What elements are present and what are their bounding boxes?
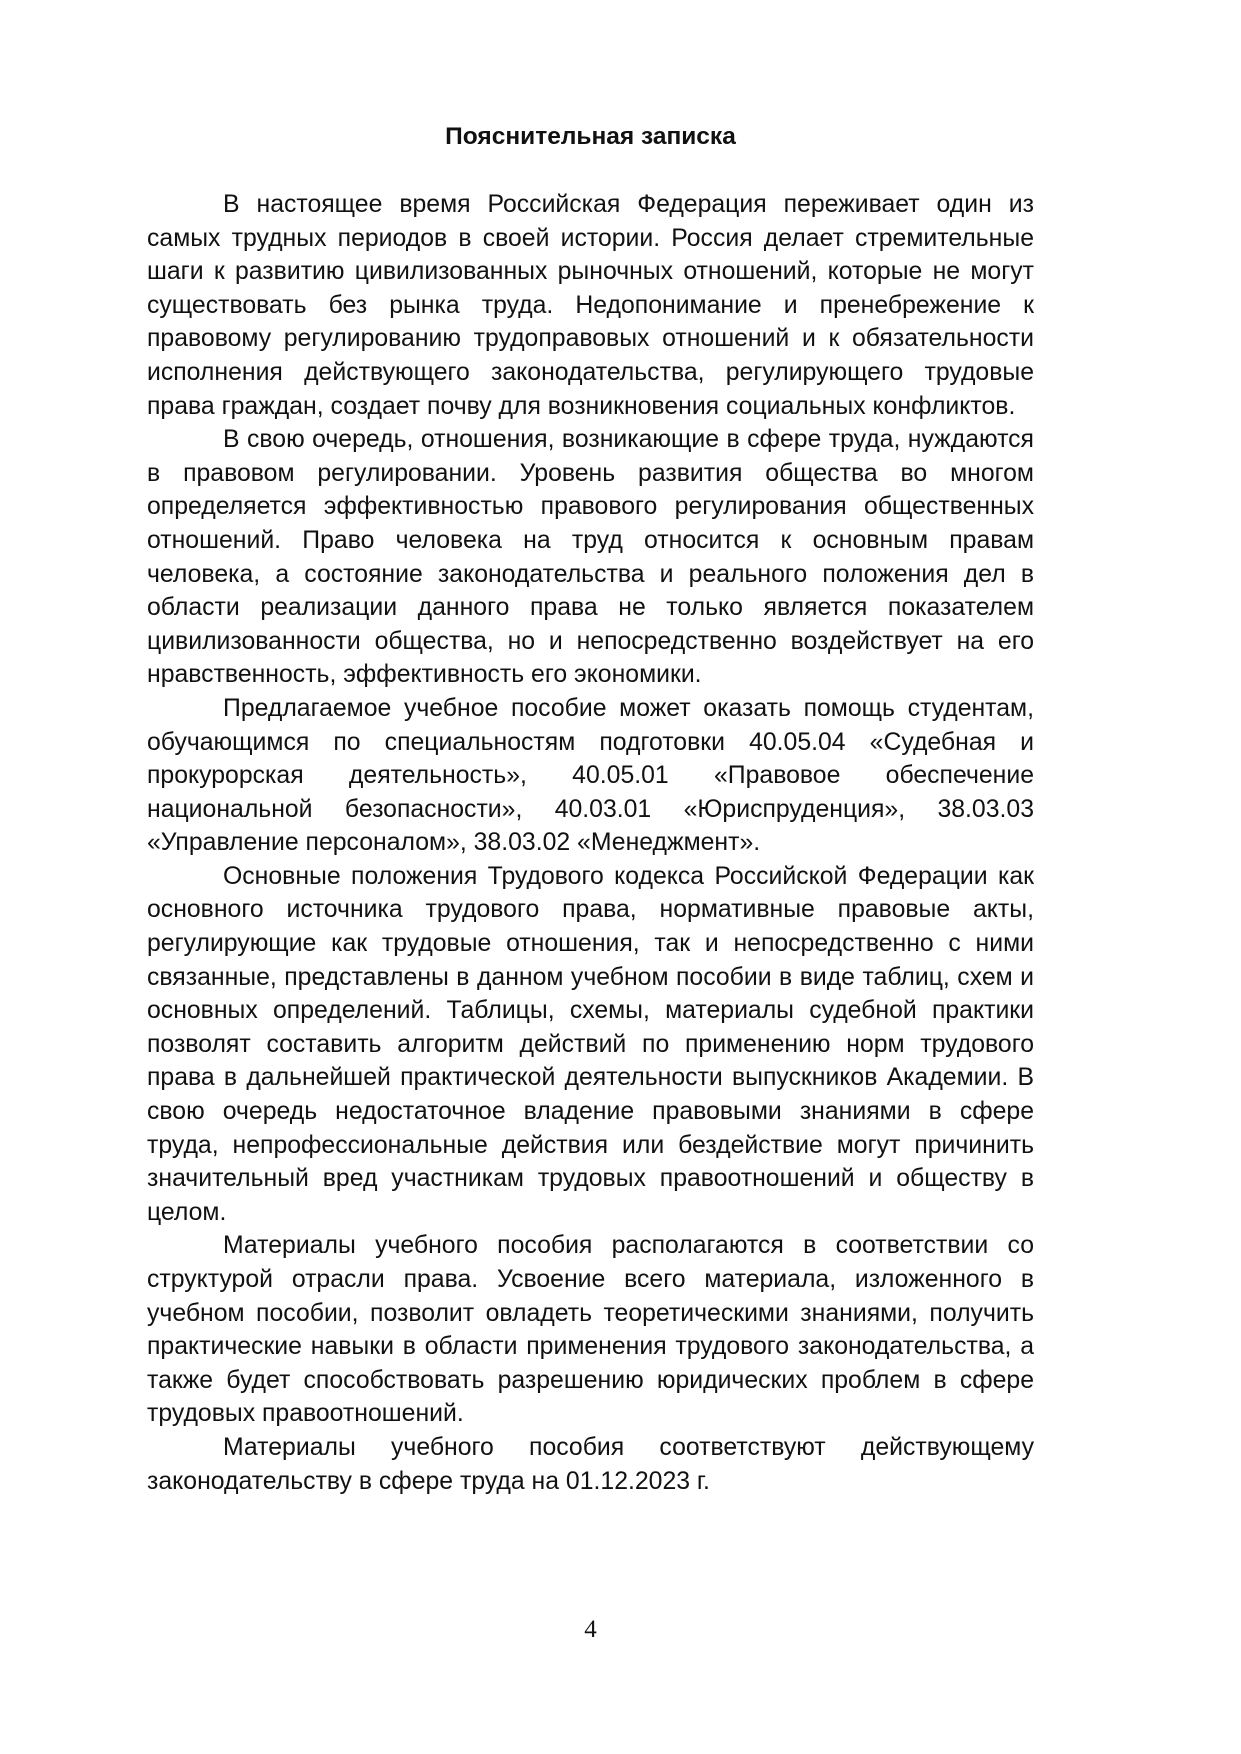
page-number: 4 bbox=[584, 1616, 597, 1643]
document-page bbox=[147, 0, 1034, 1754]
paragraph: Материалы учебного пособия располагаются в соответствии со структурой отрасли права. Усвоение всего материала, изложенного в учебном пособии, позволит овладеть теоретическими знаниями, получить практические навыки в области применения трудового законодательства, а также будет способствовать разрешению юридических проблем в сфере трудовых правоотношений. bbox=[147, 1232, 1034, 1428]
paragraph: Материалы учебного пособия соответствуют действующему законодательству в сфере труда на 01.12.2023 г. bbox=[147, 1433, 1034, 1495]
paragraph: В свою очередь, отношения, возникающие в сфере труда, нуждаются в правовом регулировании. Уровень развития общества во многом определяется эффективностью правового регулирования общественных отношений. Право человека на труд относится к основным правам человека, а состояние законодательства и реального положения дел в области реализации данного права не только является показателем цивилизованности общества, но и непосредственно воздействует на его нравственность, эффективность его экономики. bbox=[147, 426, 1034, 689]
paragraph: В настоящее время Российская Федерация переживает один из самых трудных периодов в своей истории. Россия делает стремительные шаги к развитию цивилизованных рыночных отношений, которые не могут существовать без рынка труда. Недопонимание и пренебрежение к правовому регулированию трудоправовых отношений и к обязательности исполнения действующего законодательства, регулирующего трудовые права граждан, создает почву для возникновения социальных конфликтов. bbox=[147, 191, 1034, 420]
page-title: Пояснительная записка bbox=[445, 123, 736, 150]
paragraph: Основные положения Трудового кодекса Российской Федерации как основного источника трудового права, нормативные правовые акты, регулирующие как трудовые отношения, так и непосредственно с ними связанные, представлены в данном учебном пособии в виде таблиц, схем и основных определений. Таблицы, схемы, материалы судебной практики позволят составить алгоритм действий по применению норм трудового права в дальнейшей практической деятельности выпускников Академии. В свою очередь недостаточное владение правовыми знаниями в сфере труда, непрофессиональные действия или бездействие могут причинить значительный вред участникам трудовых правоотношений и обществу в целом. bbox=[147, 862, 1034, 1226]
paragraph: Предлагаемое учебное пособие может оказать помощь студентам, обучающимся по специальностям подготовки 40.05.04 «Судебная и прокурорская деятельность», 40.05.01 «Правовое обеспечение национальной безопасности», 40.03.01 «Юриспруденция», 38.03.03 «Управление персоналом», 38.03.02 «Менеджмент». bbox=[147, 694, 1034, 857]
document-body bbox=[147, 188, 1034, 1498]
